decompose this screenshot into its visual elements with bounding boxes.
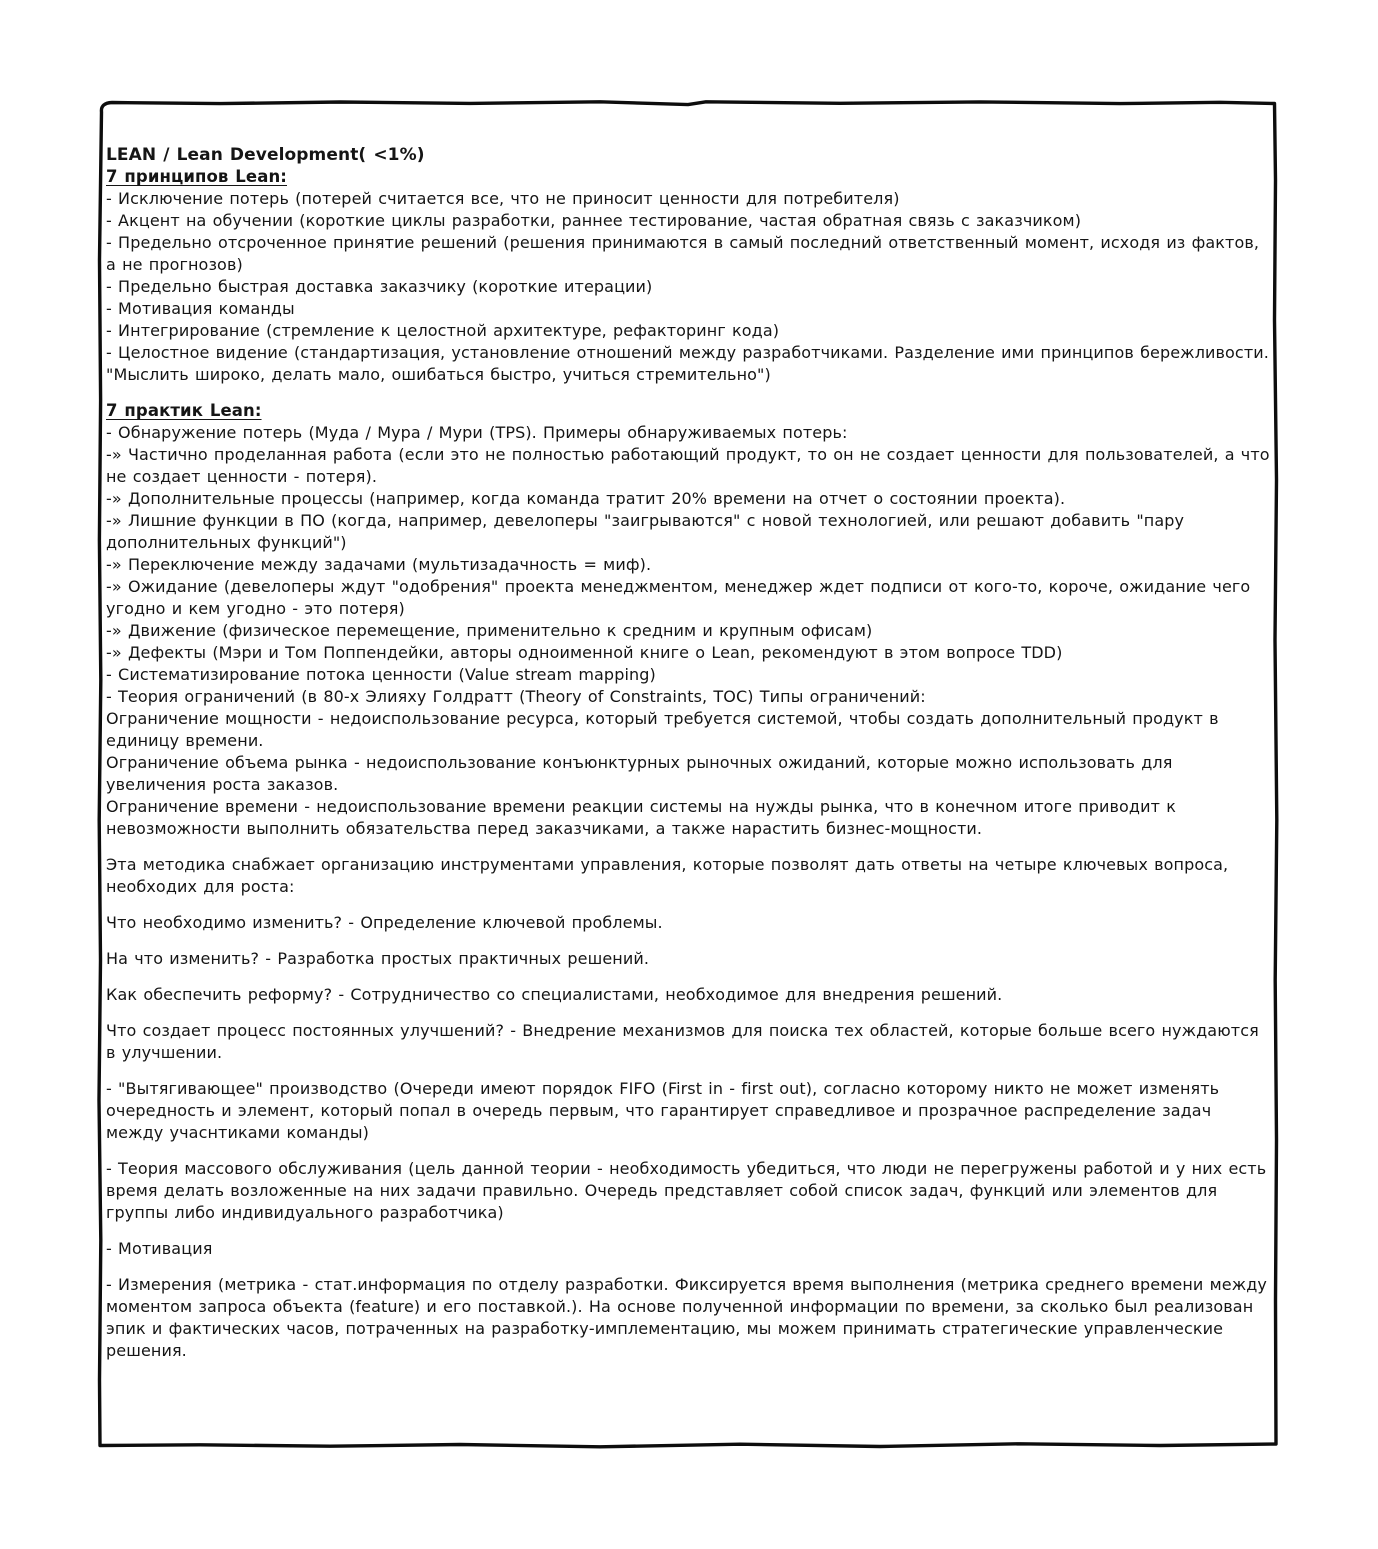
blank-line [106, 1224, 1270, 1238]
section-heading: 7 практик Lean: [106, 401, 262, 420]
paragraph: - Теория ограничений (в 80-х Элияху Голдратт (Theory of Constraints, TOC) Типы ограничений: [106, 687, 926, 706]
paragraph: -» Лишние функции в ПО (когда, например, девелоперы "заигрываются" с новой технологией, или решают добавить "пару дополнительных функций") [106, 511, 1191, 552]
paragraph: -» Ожидание (девелоперы ждут "одобрения" проекта менеджментом, менеджер ждет подписи от кого-то, короче, ожидание чего угодно и кем угодно - это потеря) [106, 577, 1257, 618]
paragraph: - Теория массового обслуживания (цель данной теории - необходимость убедиться, что люди не перегружены работой и у них есть время делать возложенные на них задачи правильно. Очередь представляет собой список задач, функций или элементов для группы либо индивидуального разработчика) [106, 1159, 1273, 1222]
paragraph: Что создает процесс постоянных улучшений? - Внедрение механизмов для поиска тех областей, которые больше всего нуждаются в улучшении. [106, 1021, 1266, 1062]
blank-line [106, 970, 1270, 984]
paragraph: - Исключение потерь (потерей считается все, что не приносит ценности для потребителя) [106, 189, 900, 208]
paragraph: - Акцент на обучении (короткие циклы разработки, раннее тестирование, частая обратная связь с заказчиком) [106, 211, 1082, 230]
paragraph: Эта методика снабжает организацию инструментами управления, которые позволят дать ответы на четыре ключевых вопроса, необходих для роста: [106, 855, 1235, 896]
document-content [106, 144, 1276, 1362]
paragraph: - "Вытягивающее" производство (Очереди имеют порядок FIFO (First in - first out), согласно которому никто не может изменять очередность и элемент, который попал в очередь первым, что гарантирует справедливое и прозрачное распределение задач между учаснтиками команды) [106, 1079, 1226, 1142]
paragraph: - Предельно быстрая доставка заказчику (короткие итерации) [106, 277, 653, 296]
paragraph: - Целостное видение (стандартизация, установление отношений между разработчиками. Разделение ими принципов бережливости. "Мыслить широко, делать мало, ошибаться быстро, учиться стремительно") [106, 343, 1276, 384]
paragraph: -» Движение (физическое перемещение, применительно к средним и крупным офисам) [106, 621, 873, 640]
paragraph: Как обеспечить реформу? - Сотрудничество со специалистами, необходимое для внедрения решений. [106, 985, 1003, 1004]
blank-line [106, 386, 1270, 400]
section-heading: 7 принципов Lean: [106, 167, 287, 186]
paragraph: Ограничение объема рынка - недоиспользование конъюнктурных рыночных ожиданий, которые можно использовать для увеличения роста заказов. [106, 753, 1179, 794]
paragraph: - Обнаружение потерь (Муда / Мура / Мури (TPS). Примеры обнаруживаемых потерь: [106, 423, 848, 442]
paragraph: На что изменить? - Разработка простых практичных решений. [106, 949, 650, 968]
paragraph: Что необходимо изменить? - Определение ключевой проблемы. [106, 913, 663, 932]
paragraph: - Интегрирование (стремление к целостной архитектуре, рефакторинг кода) [106, 321, 780, 340]
blank-line [106, 934, 1270, 948]
blank-line [106, 1006, 1270, 1020]
paragraph: -» Дефекты (Мэри и Том Поппендейки, авторы одноименной книге о Lean, рекомендуют в этом вопросе TDD) [106, 643, 1063, 662]
blank-line [106, 840, 1270, 854]
document-title: LEAN / Lean Development( <1%) [106, 145, 425, 165]
paragraph: - Предельно отсроченное принятие решений (решения принимаются в самый последний ответственный момент, исходя из фактов, а не прогнозов) [106, 233, 1266, 274]
paragraph: - Мотивация команды [106, 299, 295, 318]
blank-line [106, 1260, 1270, 1274]
paragraph: - Мотивация [106, 1239, 213, 1258]
blank-line [106, 1064, 1270, 1078]
paragraph: - Систематизирование потока ценности (Value stream mapping) [106, 665, 656, 684]
paragraph: - Измерения (метрика - стат.информация по отделу разработки. Фиксируется время выполнения (метрика среднего времени между моментом запроса объекта (feature) и его поставкой.). На основе полученной информации по времени, за сколько был реализован эпик и фактических часов, потраченных на разработку-имплементацию, мы можем принимать стратегические управленческие решения. [106, 1275, 1274, 1360]
paragraph: Ограничение мощности - недоиспользование ресурса, который требуется системой, чтобы создать дополнительный продукт в единицу времени. [106, 709, 1225, 750]
paragraph: -» Частично проделанная работа (если это не полностью работающий продукт, то он не создает ценности для пользователей, а что не создает ценности - потеря). [106, 445, 1276, 486]
blank-line [106, 898, 1270, 912]
paragraph: -» Дополнительные процессы (например, когда команда тратит 20% времени на отчет о состоянии проекта). [106, 489, 1066, 508]
paragraph: Ограничение времени - недоиспользование времени реакции системы на нужды рынка, что в конечном итоге приводит к невозможности выполнить обязательства перед заказчиками, а также нарастить бизнес-мощности. [106, 797, 1183, 838]
paragraph: -» Переключение между задачами (мультизадачность = миф). [106, 555, 652, 574]
blank-line [106, 1144, 1270, 1158]
